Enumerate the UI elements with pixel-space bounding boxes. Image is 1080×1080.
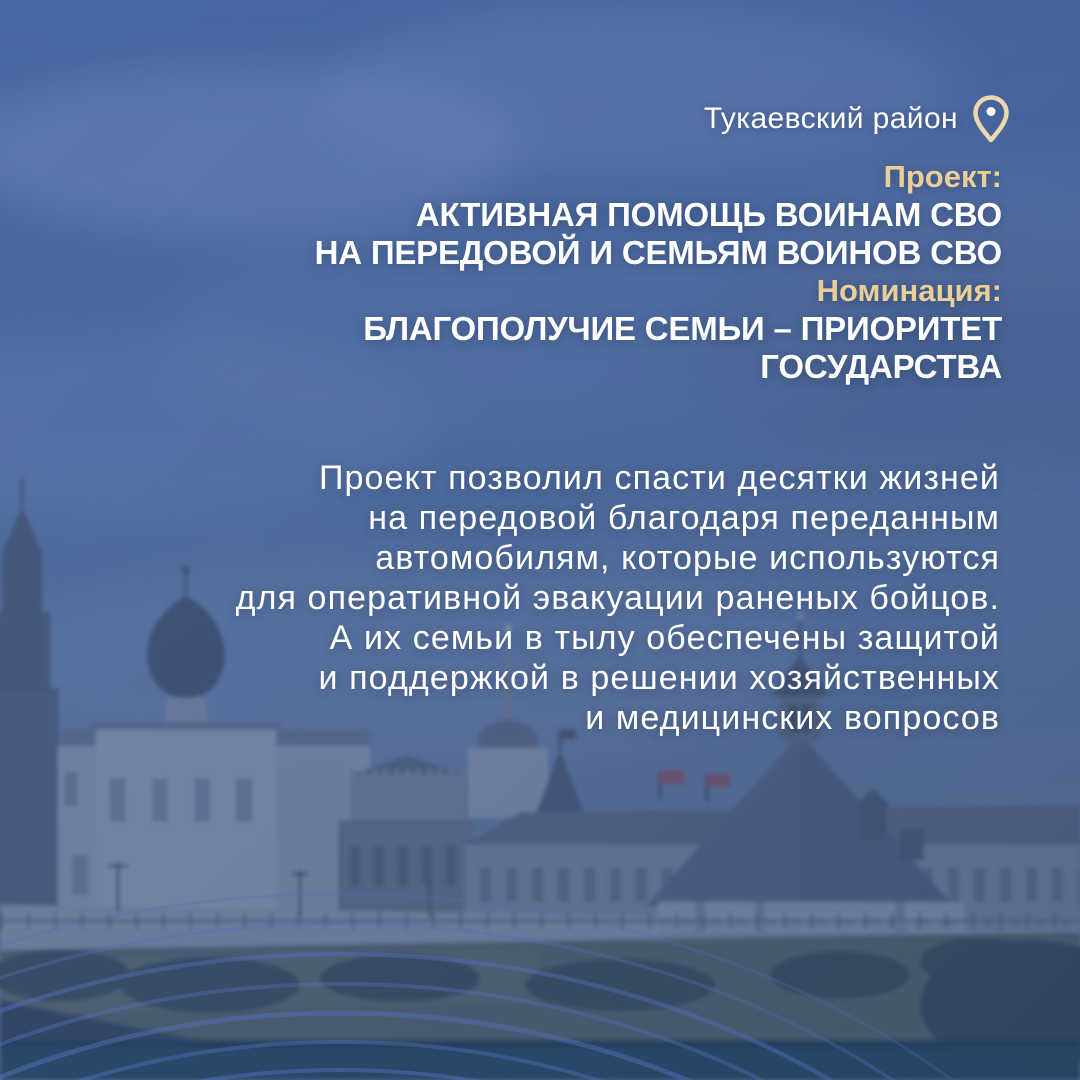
location-label: Тукаевский район bbox=[703, 102, 958, 135]
project-title-line-2: НА ПЕРЕДОВОЙ И СЕМЬЯМ ВОИНОВ СВО bbox=[314, 234, 1002, 271]
description-line: для оперативной эвакуации раненых бойцов. bbox=[235, 579, 1000, 617]
nomination-label: Номинация: bbox=[816, 273, 1002, 308]
description-line: А их семьи в тылу обеспечены защитой bbox=[329, 619, 1000, 657]
nomination-title-line-1: БЛАГОПОЛУЧИЕ СЕМЬИ – ПРИОРИТЕТ bbox=[363, 310, 1002, 347]
title-block bbox=[60, 158, 1002, 386]
location-badge bbox=[704, 94, 1010, 144]
description-line: и поддержкой в решении хозяйственных bbox=[318, 659, 1000, 697]
location-pin-icon bbox=[972, 94, 1010, 144]
project-label: Проект: bbox=[883, 159, 1002, 194]
description-line: автомобилям, которые используются bbox=[375, 539, 1000, 577]
description-line: Проект позволил спасти десятки жизней bbox=[318, 459, 1000, 497]
project-description bbox=[50, 458, 1000, 738]
project-title-line-1: АКТИВНАЯ ПОМОЩЬ ВОИНАМ СВО bbox=[415, 196, 1002, 233]
description-line: на передовой благодаря переданным bbox=[368, 499, 1000, 537]
description-line: и медицинских вопросов bbox=[585, 699, 1000, 737]
nomination-title-line-2: ГОСУДАРСТВА bbox=[760, 348, 1002, 385]
